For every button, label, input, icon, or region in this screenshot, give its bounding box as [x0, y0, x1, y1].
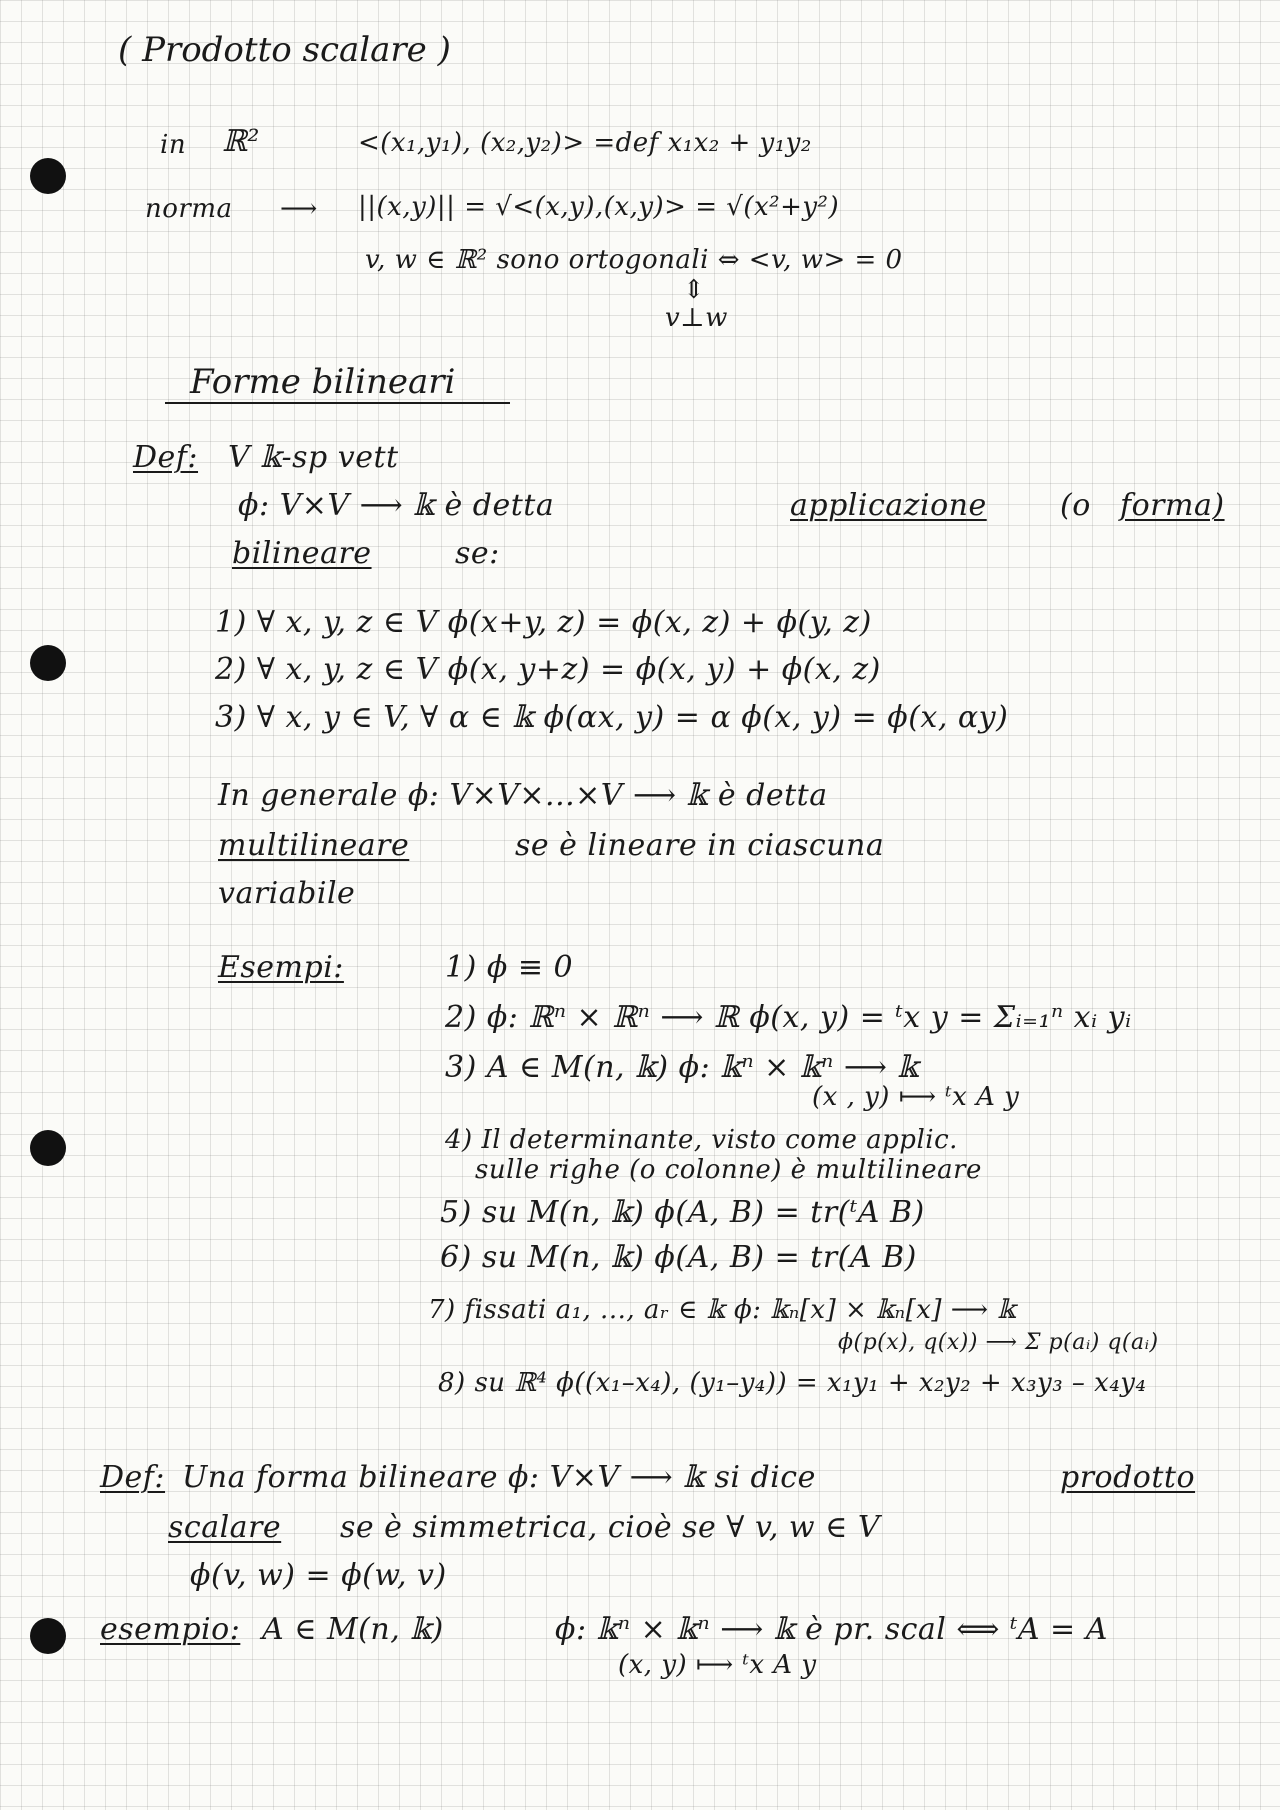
- example-3-rule: (x , y) ⟼ ᵗx A y: [812, 1082, 1020, 1112]
- example-6: 6) su M(n, 𝕜) ϕ(A, B) = tr(A B): [440, 1240, 917, 1275]
- perp-notation: v⊥w: [665, 303, 728, 333]
- binder-hole-3: [30, 1130, 66, 1166]
- section-title-underline: [165, 402, 510, 404]
- norma-definition: ||(x,y)|| = √<(x,y),(x,y)> = √(x²+y²): [358, 192, 840, 222]
- example-7-map: 7) fissati a₁, ..., aᵣ ∈ 𝕜 ϕ: 𝕜ₙ[x] × 𝕜ₙ[x] ⟶ 𝕜: [428, 1295, 1016, 1325]
- multilinear-term: multilineare: [218, 828, 410, 863]
- definition2-symmetry: ϕ(v, w) = ϕ(w, v): [190, 1558, 447, 1593]
- binder-hole-1: [30, 158, 66, 194]
- examples-label: Esempi:: [218, 950, 344, 985]
- scalar-product-definition: <(x₁,y₁), (x₂,y₂)> =def x₁x₂ + y₁y₂: [358, 128, 812, 158]
- final-example-statement: ϕ: 𝕜ⁿ × 𝕜ⁿ ⟶ 𝕜 è pr. scal ⟺ ᵗA = A: [555, 1612, 1108, 1647]
- intro-in-label: in: [160, 130, 187, 160]
- page-title: ( Prodotto scalare ): [118, 30, 451, 70]
- bilinear-condition-1: 1) ∀ x, y, z ∈ V ϕ(x+y, z) = ϕ(x, z) + ϕ(y, z): [215, 605, 872, 640]
- final-example-label: esempio:: [100, 1612, 241, 1647]
- example-5: 5) su M(n, 𝕜) ϕ(A, B) = tr(ᵗA B): [440, 1195, 925, 1230]
- definition2-label: Def:: [100, 1460, 166, 1495]
- norma-arrow: ⟶: [280, 194, 318, 224]
- multilinear-line-1: In generale ϕ: V×V×...×V ⟶ 𝕜 è detta: [218, 778, 828, 813]
- multilinear-line-2: se è lineare in ciascuna: [515, 828, 885, 863]
- example-4-line-2: sulle righe (o colonne) è multilineare: [475, 1155, 982, 1185]
- norma-label: norma: [145, 194, 233, 224]
- bilinear-condition-2: 2) ∀ x, y, z ∈ V ϕ(x, y+z) = ϕ(x, y) + ϕ(x, z): [215, 652, 881, 687]
- binder-hole-4: [30, 1618, 66, 1654]
- definition1-space: V 𝕜-sp vett: [228, 440, 399, 475]
- definition1-or: (o: [1060, 488, 1091, 523]
- final-example-matrix: A ∈ M(n, 𝕜): [262, 1612, 444, 1647]
- orthogonal-statement: v, w ∈ ℝ² sono ortogonali ⇔ <v, w> = 0: [365, 245, 903, 275]
- bilinear-condition-3: 3) ∀ x, y ∈ V, ∀ α ∈ 𝕜 ϕ(αx, y) = α ϕ(x, y) = ϕ(x, αy): [215, 700, 1009, 735]
- multilinear-line-3: variabile: [218, 876, 356, 911]
- example-2: 2) ϕ: ℝⁿ × ℝⁿ ⟶ ℝ ϕ(x, y) = ᵗx y = Σᵢ₌₁ⁿ xᵢ yᵢ: [445, 1000, 1132, 1035]
- definition2-scalare: scalare: [168, 1510, 282, 1545]
- definition2-line-1: Una forma bilineare ϕ: V×V ⟶ 𝕜 si dice: [182, 1460, 816, 1495]
- definition1-label: Def:: [133, 440, 199, 475]
- definition1-map: ϕ: V×V ⟶ 𝕜 è detta: [238, 488, 555, 523]
- perp-equivalence-arrow: ⇕: [683, 275, 706, 305]
- example-1: 1) ϕ ≡ 0: [445, 950, 574, 985]
- example-3-map: 3) A ∈ M(n, 𝕜) ϕ: 𝕜ⁿ × 𝕜ⁿ ⟶ 𝕜: [445, 1050, 919, 1085]
- definition1-forma: forma): [1120, 488, 1225, 523]
- example-7-rule: ϕ(p(x), q(x)) ⟶ Σ p(aᵢ) q(aᵢ): [838, 1330, 1159, 1355]
- binder-hole-2: [30, 645, 66, 681]
- definition1-applicazione: applicazione: [790, 488, 987, 523]
- definition1-bilineare: bilineare: [232, 536, 372, 571]
- definition1-se: se:: [455, 536, 500, 571]
- example-8: 8) su ℝ⁴ ϕ((x₁–x₄), (y₁–y₄)) = x₁y₁ + x₂y₂ + x₃y₃ – x₄y₄: [438, 1368, 1147, 1398]
- section-title: Forme bilineari: [190, 362, 456, 402]
- intro-space: ℝ²: [222, 124, 260, 159]
- final-example-rule: (x, y) ⟼ ᵗx A y: [618, 1650, 817, 1680]
- example-4-line-1: 4) Il determinante, visto come applic.: [445, 1125, 958, 1155]
- definition2-prodotto: prodotto: [1060, 1460, 1196, 1495]
- definition2-line-2: se è simmetrica, cioè se ∀ v, w ∈ V: [340, 1510, 881, 1545]
